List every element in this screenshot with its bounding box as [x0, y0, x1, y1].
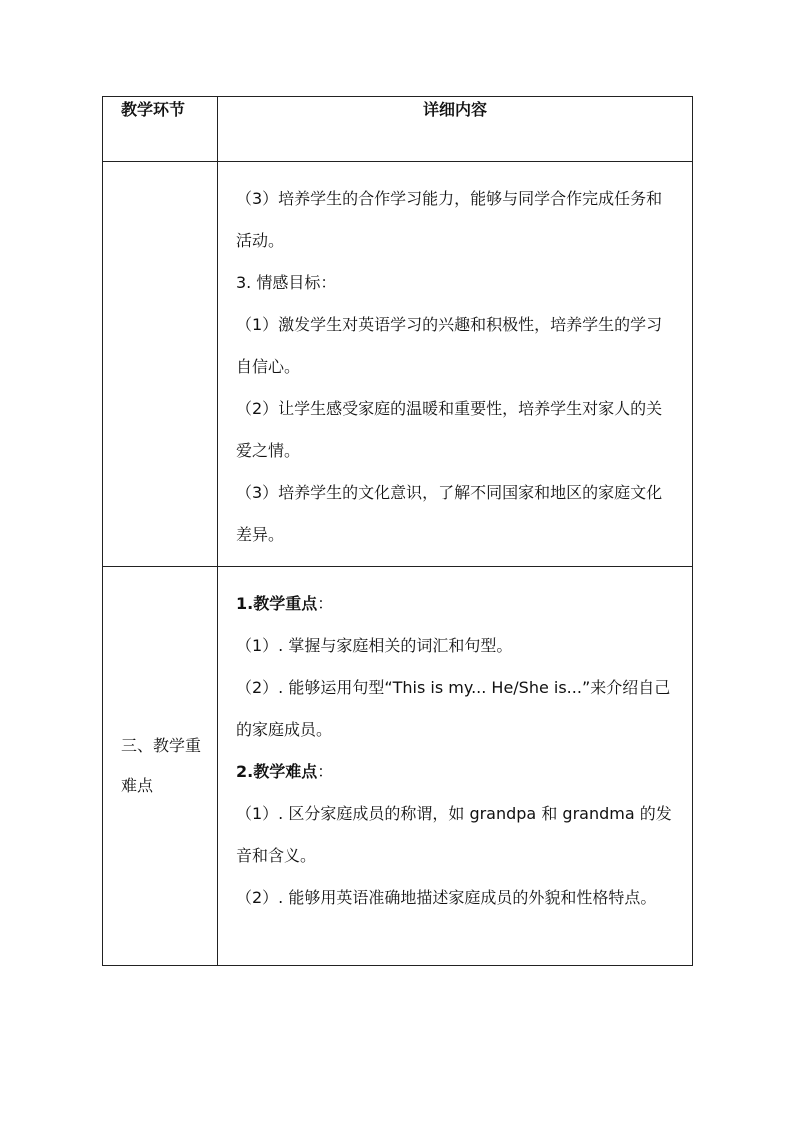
difficult-point-item: （1）. 区分家庭成员的称谓，如 grandpa 和 grandma 的发音和含义。	[236, 804, 672, 865]
objective-line: （3）培养学生的文化意识，了解不同国家和地区的家庭文化差异。	[236, 483, 663, 544]
key-point-item: （1）. 掌握与家庭相关的词汇和句型。	[236, 636, 513, 655]
heading-colon: ：	[317, 762, 334, 781]
heading-colon: ：	[317, 594, 334, 613]
table-header-row	[103, 97, 693, 162]
row-label-text: 三、教学重难点	[121, 736, 202, 795]
emotional-goals-heading: 3. 情感目标：	[236, 273, 337, 292]
objectives-content-cell	[218, 162, 693, 567]
row-label-key-difficult-points	[103, 567, 218, 966]
table-row	[103, 567, 693, 966]
difficult-points-heading-line	[236, 751, 678, 793]
objective-line: （1）激发学生对英语学习的兴趣和积极性，培养学生的学习自信心。	[236, 315, 663, 376]
row-label-empty	[103, 162, 218, 567]
table-row	[103, 162, 693, 567]
header-detailed-content: 详细内容	[218, 97, 693, 162]
difficult-points-heading: 2.教学难点	[236, 762, 318, 781]
difficult-point-item: （2）. 能够用英语准确地描述家庭成员的外貌和性格特点。	[236, 888, 657, 907]
objective-line: （3）培养学生的合作学习能力，能够与同学合作完成任务和活动。	[236, 189, 663, 250]
header-teaching-stage: 教学环节	[103, 97, 218, 162]
key-points-heading: 1.教学重点	[236, 594, 318, 613]
key-point-item: （2）. 能够运用句型“This is my... He/She is...”来介绍自己的家庭成员。	[236, 678, 671, 739]
key-points-heading-line	[236, 583, 678, 625]
lesson-plan-table	[102, 96, 693, 966]
objective-line: （2）让学生感受家庭的温暖和重要性，培养学生对家人的关爱之情。	[236, 399, 663, 460]
keypoints-content-cell	[218, 567, 693, 966]
